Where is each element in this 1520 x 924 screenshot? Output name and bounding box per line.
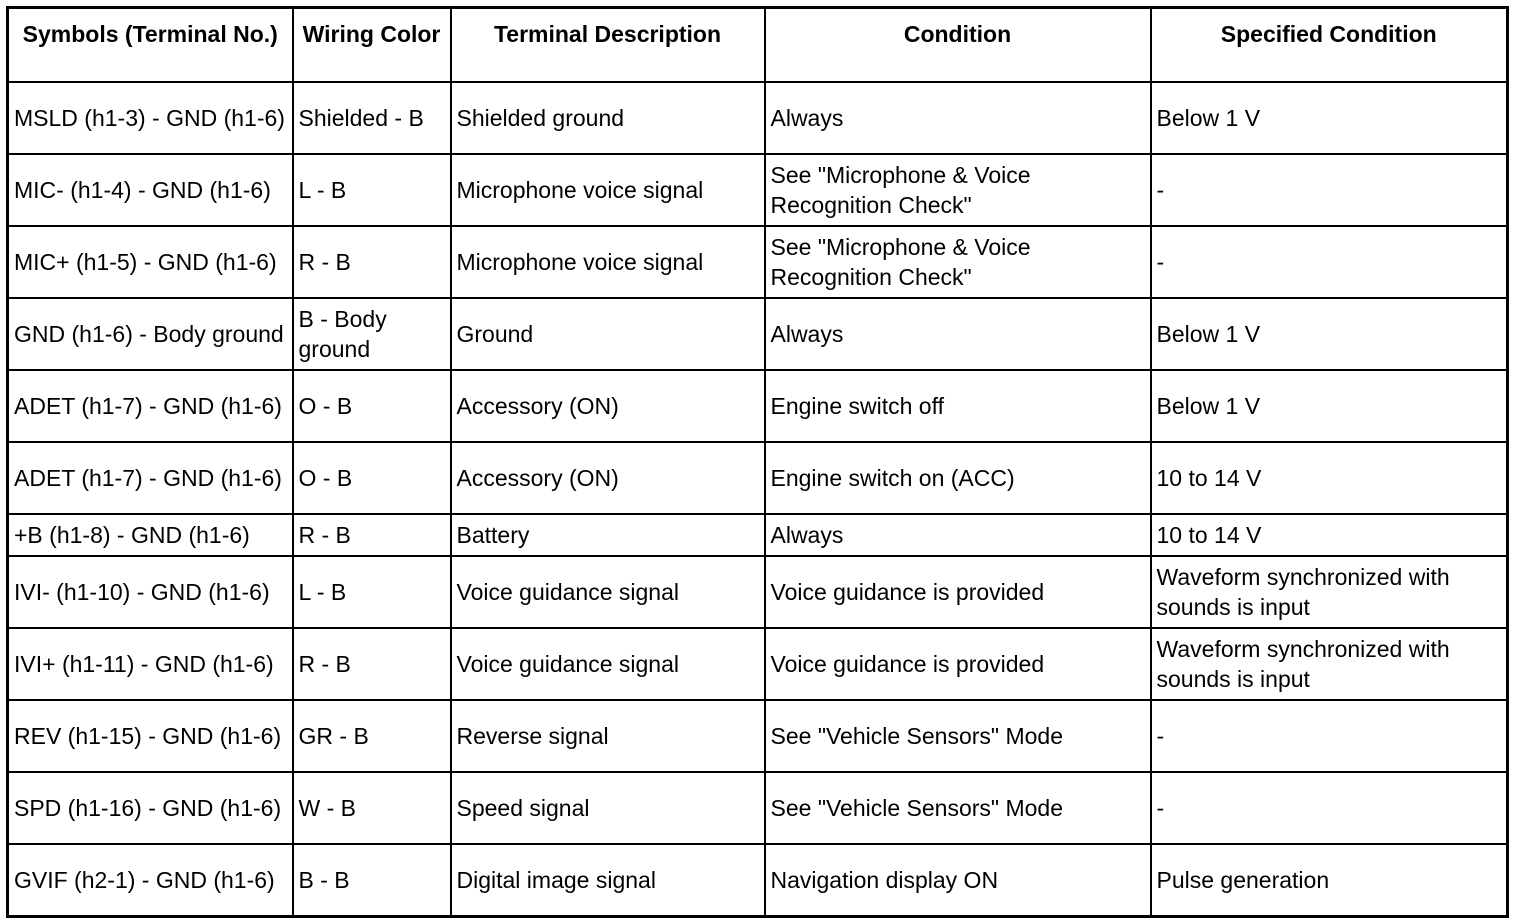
cell-condition: See "Microphone & Voice Recognition Check" (765, 226, 1151, 298)
cell-specified: Waveform synchronized with sounds is input (1151, 628, 1508, 700)
header-row (8, 8, 1508, 83)
cell-description: Voice guidance signal (451, 628, 765, 700)
cell-symbols: ADET (h1-7) - GND (h1-6) (8, 442, 293, 514)
cell-symbols: GVIF (h2-1) - GND (h1-6) (8, 844, 293, 917)
cell-specified: 10 to 14 V (1151, 442, 1508, 514)
cell-description: Voice guidance signal (451, 556, 765, 628)
header-condition: Condition (765, 8, 1151, 83)
header-specified-condition: Specified Condition (1151, 8, 1508, 83)
cell-condition: Navigation display ON (765, 844, 1151, 917)
cell-specified: Pulse generation (1151, 844, 1508, 917)
cell-condition: Engine switch on (ACC) (765, 442, 1151, 514)
table-row (8, 514, 1508, 556)
cell-wiring-color: B - Body ground (293, 298, 451, 370)
cell-symbols: REV (h1-15) - GND (h1-6) (8, 700, 293, 772)
cell-description: Microphone voice signal (451, 154, 765, 226)
cell-wiring-color: L - B (293, 556, 451, 628)
cell-condition: Voice guidance is provided (765, 556, 1151, 628)
table-body (8, 82, 1508, 917)
cell-symbols: IVI- (h1-10) - GND (h1-6) (8, 556, 293, 628)
header-terminal-description: Terminal Description (451, 8, 765, 83)
table-row (8, 226, 1508, 298)
cell-symbols: ADET (h1-7) - GND (h1-6) (8, 370, 293, 442)
header-wiring-color: Wiring Color (293, 8, 451, 83)
cell-specified: - (1151, 700, 1508, 772)
table-row (8, 772, 1508, 844)
cell-condition: Always (765, 298, 1151, 370)
table-row (8, 154, 1508, 226)
cell-condition: See "Vehicle Sensors" Mode (765, 772, 1151, 844)
cell-specified: Below 1 V (1151, 298, 1508, 370)
header-symbols: Symbols (Terminal No.) (8, 8, 293, 83)
cell-condition: Engine switch off (765, 370, 1151, 442)
cell-specified: Below 1 V (1151, 370, 1508, 442)
cell-specified: - (1151, 772, 1508, 844)
table-row (8, 556, 1508, 628)
cell-symbols: MIC+ (h1-5) - GND (h1-6) (8, 226, 293, 298)
table-row (8, 844, 1508, 917)
cell-description: Speed signal (451, 772, 765, 844)
table-row (8, 442, 1508, 514)
cell-description: Microphone voice signal (451, 226, 765, 298)
cell-wiring-color: R - B (293, 226, 451, 298)
cell-description: Shielded ground (451, 82, 765, 154)
table-header (8, 8, 1508, 83)
cell-condition: See "Microphone & Voice Recognition Check" (765, 154, 1151, 226)
cell-wiring-color: R - B (293, 514, 451, 556)
cell-description: Accessory (ON) (451, 442, 765, 514)
cell-condition: Voice guidance is provided (765, 628, 1151, 700)
table-row (8, 82, 1508, 154)
cell-condition: Always (765, 514, 1151, 556)
terminal-table (6, 6, 1509, 918)
cell-symbols: MIC- (h1-4) - GND (h1-6) (8, 154, 293, 226)
cell-specified: 10 to 14 V (1151, 514, 1508, 556)
table-row (8, 628, 1508, 700)
cell-condition: Always (765, 82, 1151, 154)
cell-symbols: +B (h1-8) - GND (h1-6) (8, 514, 293, 556)
cell-description: Accessory (ON) (451, 370, 765, 442)
cell-wiring-color: O - B (293, 370, 451, 442)
cell-symbols: GND (h1-6) - Body ground (8, 298, 293, 370)
cell-specified: Below 1 V (1151, 82, 1508, 154)
cell-specified: - (1151, 154, 1508, 226)
cell-wiring-color: W - B (293, 772, 451, 844)
cell-wiring-color: B - B (293, 844, 451, 917)
cell-symbols: IVI+ (h1-11) - GND (h1-6) (8, 628, 293, 700)
cell-description: Reverse signal (451, 700, 765, 772)
cell-wiring-color: L - B (293, 154, 451, 226)
cell-wiring-color: GR - B (293, 700, 451, 772)
cell-wiring-color: R - B (293, 628, 451, 700)
cell-specified: Waveform synchronized with sounds is input (1151, 556, 1508, 628)
cell-condition: See "Vehicle Sensors" Mode (765, 700, 1151, 772)
cell-description: Digital image signal (451, 844, 765, 917)
cell-specified: - (1151, 226, 1508, 298)
table-row (8, 298, 1508, 370)
table-row (8, 370, 1508, 442)
cell-wiring-color: Shielded - B (293, 82, 451, 154)
cell-symbols: MSLD (h1-3) - GND (h1-6) (8, 82, 293, 154)
cell-wiring-color: O - B (293, 442, 451, 514)
cell-symbols: SPD (h1-16) - GND (h1-6) (8, 772, 293, 844)
cell-description: Ground (451, 298, 765, 370)
cell-description: Battery (451, 514, 765, 556)
table-row (8, 700, 1508, 772)
